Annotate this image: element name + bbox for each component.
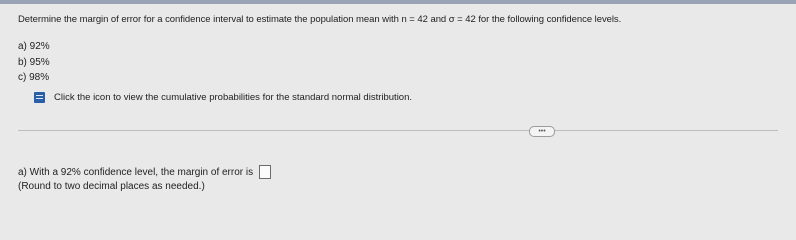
question-prefix: Determine the margin of error for a confidence interval to estimate the population mean with [18,14,399,25]
expand-button[interactable] [529,126,555,137]
answer-input[interactable] [259,165,271,179]
question-suffix: for the following confidence levels. [478,14,622,25]
normal-table-link [34,90,412,104]
table-icon[interactable] [34,92,45,103]
question-and: and [430,14,447,25]
n-value: n = 42 [401,14,428,25]
option-c: c) 98% [18,72,50,83]
question-text [18,14,621,25]
option-b: b) 95% [18,57,50,68]
rounding-hint: (Round to two decimal places as needed.) [18,181,205,192]
top-bar [0,0,796,4]
divider [18,130,778,131]
table-link-text: Click the icon to view the cumulative probabilities for the standard normal distribution. [54,91,413,103]
ellipsis-icon: ••• [538,128,546,135]
sigma-value: σ = 42 [448,14,476,25]
answer-line [18,165,271,179]
option-a: a) 92% [18,41,50,52]
answer-prompt: a) With a 92% confidence level, the margin of error is [18,166,254,178]
